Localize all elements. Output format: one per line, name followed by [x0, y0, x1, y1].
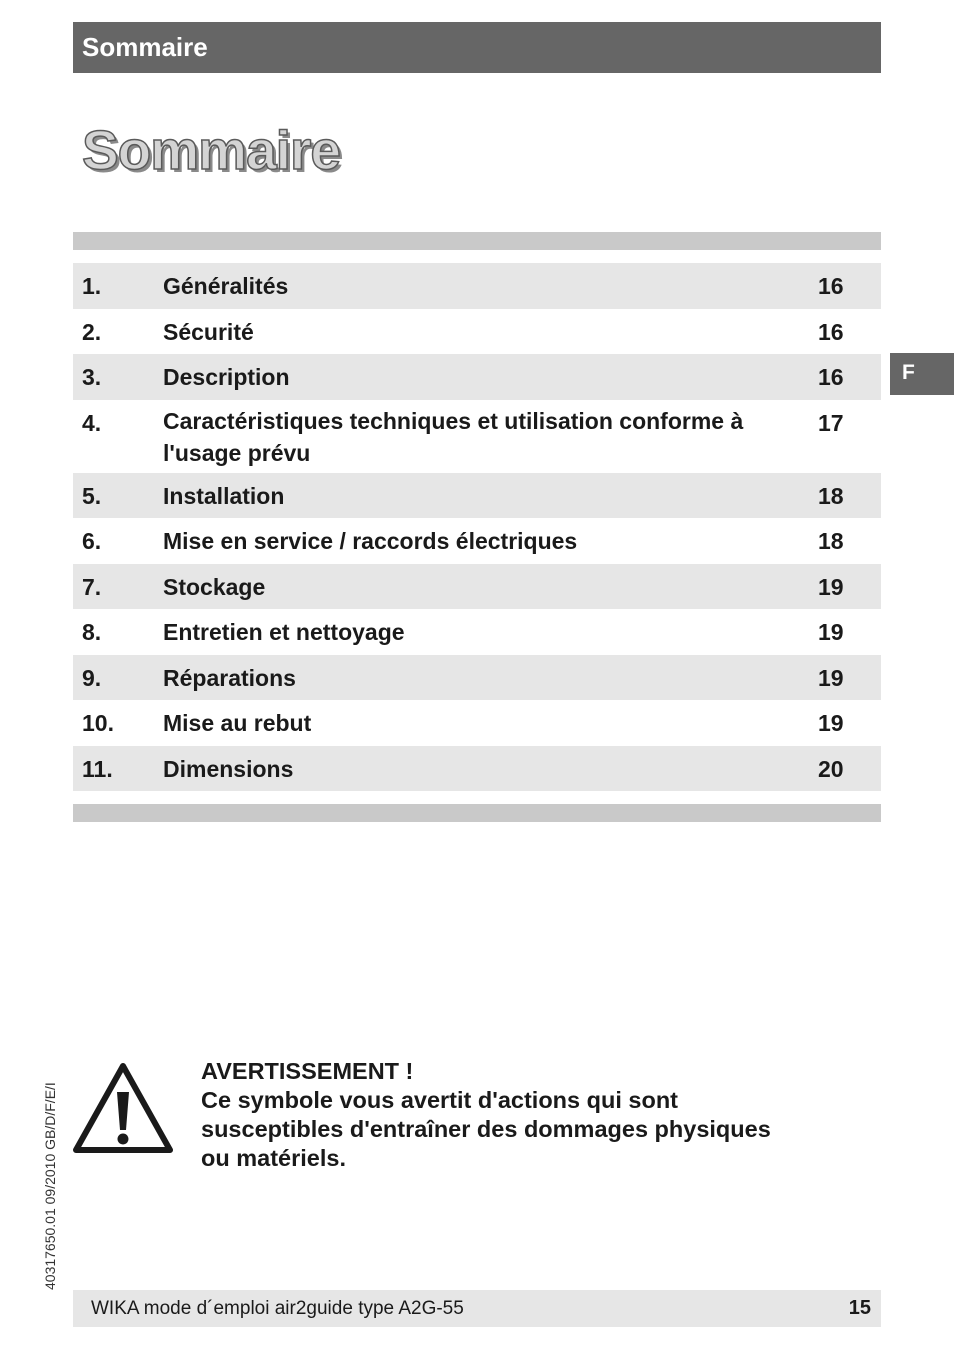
- toc-entry-title: Stockage: [163, 573, 266, 600]
- toc-entry-page: 16: [818, 273, 844, 299]
- toc-entry-number: 8.: [82, 619, 102, 645]
- language-tab: [890, 353, 954, 395]
- toc-entry-page: 18: [818, 482, 844, 509]
- warning-notice: [201, 1057, 861, 1173]
- warning-line: ou matériels.: [201, 1145, 346, 1171]
- page-number: 15: [848, 1297, 871, 1319]
- toc-entry[interactable]: [73, 700, 881, 746]
- toc-entry-page: 16: [818, 364, 844, 390]
- warning-line: susceptibles d'entraîner des dommages physiques: [201, 1116, 771, 1142]
- toc-entry-title: Mise en service / raccords électriques: [163, 528, 578, 554]
- toc-entry-title: Installation: [163, 482, 285, 509]
- toc-entry-title: Description: [163, 364, 290, 390]
- toc-entry[interactable]: [73, 564, 881, 610]
- toc-entry[interactable]: [73, 655, 881, 701]
- toc-entry[interactable]: [73, 473, 881, 519]
- toc-entry[interactable]: [73, 518, 881, 564]
- warning-line: Ce symbole vous avertit d'actions qui sont: [201, 1087, 678, 1113]
- toc-entry-number: 11.: [82, 755, 113, 782]
- toc-entry-number: 10.: [82, 710, 114, 736]
- toc-entry-number: 1.: [82, 273, 102, 299]
- section-header-title: Sommaire: [82, 32, 208, 62]
- toc-entry[interactable]: [73, 309, 881, 355]
- toc-entry-number: 7.: [82, 573, 102, 600]
- toc-entry-page: 20: [818, 755, 844, 782]
- toc-entry[interactable]: [73, 354, 881, 400]
- toc-entry-page: 17: [818, 409, 844, 436]
- toc-entry-number: 9.: [82, 664, 102, 691]
- toc-entry[interactable]: [73, 746, 881, 792]
- top-divider: [73, 232, 881, 250]
- toc-entry-number: 3.: [82, 364, 102, 390]
- bottom-divider: [73, 804, 881, 822]
- toc-entry-title: Caractéristiques techniques et utilisation conforme à l'usage prévu: [163, 407, 744, 466]
- toc-entry-page: 19: [818, 573, 844, 600]
- toc-entry-title: Entretien et nettoyage: [163, 619, 405, 645]
- document-code: 40317650.01 09/2010 GB/D/F/E/I: [42, 1082, 58, 1290]
- toc-entry-page: 18: [818, 528, 844, 554]
- toc-entry-number: 5.: [82, 482, 102, 509]
- toc-entry[interactable]: [73, 400, 881, 473]
- warning-heading: AVERTISSEMENT !: [201, 1058, 414, 1084]
- toc-entry-number: 4.: [82, 409, 102, 436]
- toc-entry-number: 6.: [82, 528, 102, 554]
- toc-entry-title: Dimensions: [163, 755, 294, 782]
- toc-entry-title: Mise au rebut: [163, 710, 312, 736]
- section-header: [73, 22, 881, 73]
- toc-entry-page: 19: [818, 664, 844, 691]
- table-of-contents: [73, 263, 881, 791]
- toc-entry-title: Généralités: [163, 273, 289, 299]
- toc-entry-title: Sécurité: [163, 318, 254, 345]
- toc-entry-page: 16: [818, 318, 844, 345]
- page-title: Sommaire: [82, 119, 340, 181]
- warning-triangle-icon: [72, 1062, 174, 1154]
- language-tab-label: F: [902, 361, 915, 384]
- toc-entry-title: Réparations: [163, 664, 296, 691]
- toc-entry-page: 19: [818, 710, 844, 736]
- footer-document-title: WIKA mode d´emploi air2guide type A2G-55: [91, 1298, 464, 1319]
- toc-entry-number: 2.: [82, 318, 102, 345]
- toc-entry[interactable]: [73, 609, 881, 655]
- toc-entry[interactable]: [73, 263, 881, 309]
- page-footer: [73, 1290, 881, 1327]
- toc-entry-page: 19: [818, 619, 844, 645]
